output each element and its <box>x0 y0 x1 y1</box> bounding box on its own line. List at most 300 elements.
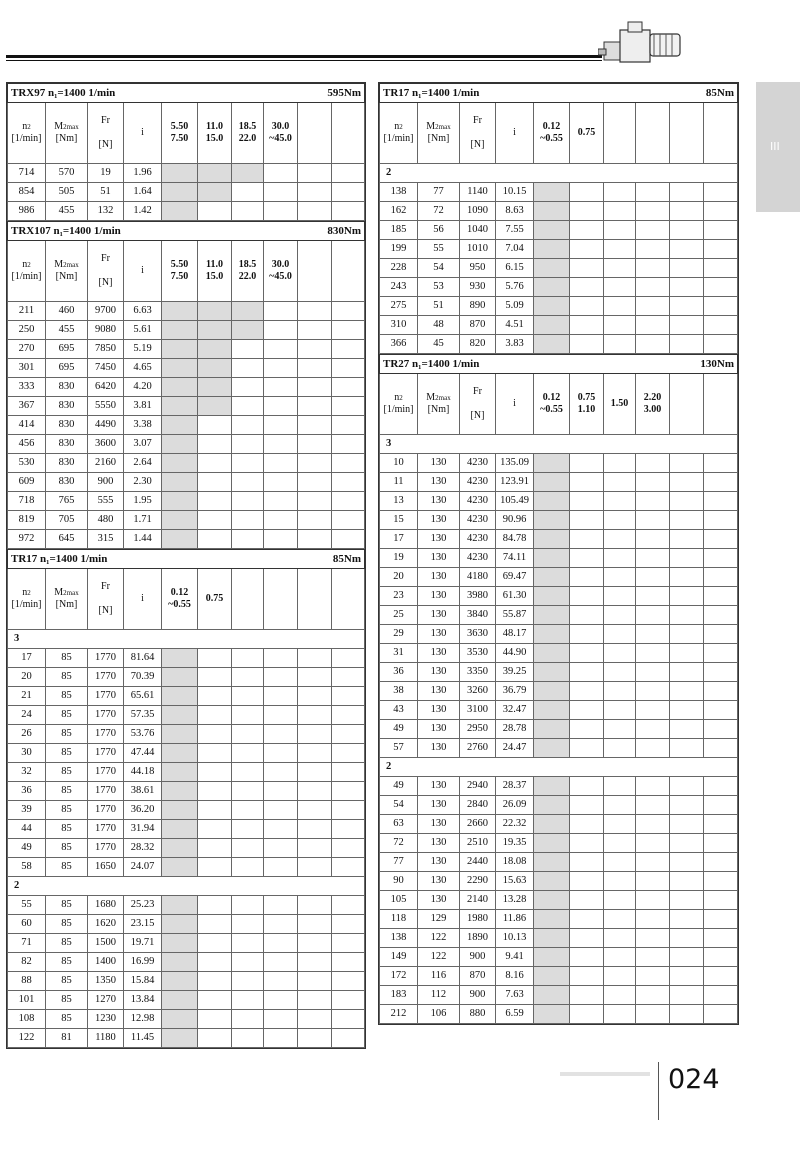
table-row <box>8 1010 365 1029</box>
table-row <box>8 183 365 202</box>
rating-cell <box>232 991 264 1010</box>
rating-cell <box>298 687 332 706</box>
rating-cell <box>332 991 365 1010</box>
rating-cell <box>604 644 636 663</box>
table-cell: 5.76 <box>496 278 534 297</box>
rating-cell <box>704 853 738 872</box>
table-cell: 130 <box>418 606 460 625</box>
rating-cell <box>704 278 738 297</box>
page-number-divider <box>658 1062 659 1120</box>
rating-cell <box>570 910 604 929</box>
rating-cell <box>198 1010 232 1029</box>
table-cell: 105.49 <box>496 492 534 511</box>
rating-cell <box>332 744 365 763</box>
rating-cell <box>534 316 570 335</box>
rating-cell <box>670 259 704 278</box>
table-cell: 24.07 <box>124 858 162 877</box>
rating-cell <box>604 986 636 1005</box>
table-cell: 130 <box>418 530 460 549</box>
table-cell: 6.63 <box>124 302 162 321</box>
table-cell: 129 <box>418 910 460 929</box>
rating-cell <box>332 782 365 801</box>
table-cell: 57 <box>380 739 418 758</box>
rating-cell <box>670 549 704 568</box>
left-panel <box>6 82 366 1049</box>
rating-cell <box>198 454 232 473</box>
rating-cell <box>534 530 570 549</box>
rating-cell <box>162 991 198 1010</box>
table-title-row <box>8 84 365 103</box>
rating-cell <box>570 606 604 625</box>
rating-cell <box>704 796 738 815</box>
rating-cell <box>704 259 738 278</box>
table-cell: 275 <box>380 297 418 316</box>
table-cell: 54 <box>380 796 418 815</box>
table-cell: 3.81 <box>124 397 162 416</box>
rating-cell <box>704 606 738 625</box>
table-row <box>8 687 365 706</box>
rating-cell <box>298 953 332 972</box>
rating-cell <box>264 649 298 668</box>
rating-cell <box>264 953 298 972</box>
rating-cell <box>604 259 636 278</box>
rating-cell <box>670 473 704 492</box>
rating-cell <box>670 834 704 853</box>
table-cell: 70.39 <box>124 668 162 687</box>
rating-cell <box>198 511 232 530</box>
stage-row <box>380 758 738 777</box>
table-cell: 77 <box>380 853 418 872</box>
table-cell: 60 <box>8 915 46 934</box>
rating-cell <box>604 221 636 240</box>
rating-cell <box>232 302 264 321</box>
table-cell: 3.38 <box>124 416 162 435</box>
rating-cell <box>670 240 704 259</box>
rating-cell <box>332 202 365 221</box>
rating-cell <box>604 492 636 511</box>
stage-label: 2 <box>380 164 738 183</box>
table-cell: 48 <box>418 316 460 335</box>
rating-cell <box>570 1005 604 1024</box>
table-cell: 85 <box>46 706 88 725</box>
table-cell: 1620 <box>88 915 124 934</box>
table-cell: 830 <box>46 378 88 397</box>
rating-cell <box>332 725 365 744</box>
table-cell: 85 <box>46 953 88 972</box>
rating-cell <box>198 820 232 839</box>
table-cell: 85 <box>46 668 88 687</box>
table-row <box>8 321 365 340</box>
table-cell: 4180 <box>460 568 496 587</box>
rating-cell <box>636 1005 670 1024</box>
rating-cell <box>534 834 570 853</box>
table-cell: 135.09 <box>496 454 534 473</box>
rating-cell <box>332 397 365 416</box>
column-header: 5.50 7.50 <box>162 241 198 302</box>
table-cell: 900 <box>460 986 496 1005</box>
rating-cell <box>570 948 604 967</box>
table-cell: 4230 <box>460 473 496 492</box>
rating-cell <box>232 668 264 687</box>
rating-cell <box>198 435 232 454</box>
rating-cell <box>570 240 604 259</box>
rating-cell <box>636 606 670 625</box>
rating-cell <box>704 910 738 929</box>
table-cell: 1.96 <box>124 164 162 183</box>
rating-cell <box>534 720 570 739</box>
table-row <box>8 763 365 782</box>
table-cell: 85 <box>46 820 88 839</box>
table-title <box>8 550 365 569</box>
table-cell: 250 <box>8 321 46 340</box>
table-cell: 108 <box>8 1010 46 1029</box>
rating-cell <box>298 202 332 221</box>
rating-cell <box>636 967 670 986</box>
rating-cell <box>198 321 232 340</box>
rating-cell <box>704 720 738 739</box>
rating-cell <box>670 663 704 682</box>
table-cell: 1.71 <box>124 511 162 530</box>
rating-cell <box>332 687 365 706</box>
rating-cell <box>670 853 704 872</box>
table-cell: 830 <box>46 454 88 473</box>
table-cell: 57.35 <box>124 706 162 725</box>
table-cell: 870 <box>460 316 496 335</box>
rating-cell <box>198 782 232 801</box>
table-cell: 1890 <box>460 929 496 948</box>
table-cell: 609 <box>8 473 46 492</box>
rating-cell <box>264 435 298 454</box>
rating-cell <box>704 530 738 549</box>
rating-cell <box>636 335 670 354</box>
table-cell: 53.76 <box>124 725 162 744</box>
stage-row <box>380 435 738 454</box>
table-title-row <box>8 550 365 569</box>
rating-cell <box>232 492 264 511</box>
table-row <box>380 316 738 335</box>
rating-cell <box>534 777 570 796</box>
rating-cell <box>162 649 198 668</box>
table-cell: 22.32 <box>496 815 534 834</box>
rating-cell <box>332 763 365 782</box>
table-title <box>380 355 738 374</box>
table-cell: 54 <box>418 259 460 278</box>
table-row <box>380 986 738 1005</box>
rating-cell <box>570 454 604 473</box>
rating-cell <box>264 687 298 706</box>
table-cell: 28.78 <box>496 720 534 739</box>
table-cell: 1770 <box>88 649 124 668</box>
rating-cell <box>570 682 604 701</box>
rating-cell <box>332 164 365 183</box>
rating-cell <box>704 986 738 1005</box>
table-row <box>8 416 365 435</box>
rating-cell <box>298 397 332 416</box>
table-cell: 130 <box>418 891 460 910</box>
rating-cell <box>264 302 298 321</box>
rating-cell <box>332 183 365 202</box>
table-row <box>380 663 738 682</box>
rating-cell <box>604 240 636 259</box>
rating-cell <box>704 929 738 948</box>
table-row <box>8 820 365 839</box>
table-cell: 7850 <box>88 340 124 359</box>
table-cell: 39 <box>8 801 46 820</box>
table-cell: 1980 <box>460 910 496 929</box>
table-cell: 130 <box>418 701 460 720</box>
table-cell: 1040 <box>460 221 496 240</box>
rating-cell <box>232 397 264 416</box>
rating-cell <box>604 511 636 530</box>
table-cell: 414 <box>8 416 46 435</box>
table-cell: 85 <box>46 858 88 877</box>
column-header <box>604 103 636 164</box>
table-title-text: TRX97 n₁=1400 1/min <box>11 87 116 99</box>
rating-cell <box>198 1029 232 1048</box>
rating-cell <box>704 202 738 221</box>
rating-cell <box>570 183 604 202</box>
column-header: M2max [Nm] <box>46 241 88 302</box>
table-row <box>8 972 365 991</box>
rating-cell <box>198 416 232 435</box>
rating-cell <box>534 625 570 644</box>
rating-cell <box>162 183 198 202</box>
rating-cell <box>670 278 704 297</box>
rating-cell <box>604 739 636 758</box>
table-row <box>8 725 365 744</box>
rating-cell <box>570 663 604 682</box>
table-row <box>8 454 365 473</box>
rating-cell <box>670 1005 704 1024</box>
table-row <box>8 801 365 820</box>
table-cell: 8.16 <box>496 967 534 986</box>
rating-cell <box>332 858 365 877</box>
rating-cell <box>264 454 298 473</box>
rating-cell <box>264 378 298 397</box>
rating-cell <box>636 530 670 549</box>
column-header: 30.0 ~45.0 <box>264 103 298 164</box>
rating-cell <box>670 777 704 796</box>
table-cell: 10.15 <box>496 183 534 202</box>
rating-cell <box>670 297 704 316</box>
rating-cell <box>604 682 636 701</box>
table-cell: 43 <box>380 701 418 720</box>
rating-cell <box>162 321 198 340</box>
table-torque: 85Nm <box>705 87 734 99</box>
rating-cell <box>298 164 332 183</box>
rating-cell <box>570 644 604 663</box>
rating-cell <box>332 416 365 435</box>
rating-cell <box>162 934 198 953</box>
table-cell: 243 <box>380 278 418 297</box>
table-cell: 48.17 <box>496 625 534 644</box>
table-cell: 85 <box>46 972 88 991</box>
rating-cell <box>570 202 604 221</box>
table-row <box>8 511 365 530</box>
rating-cell <box>232 340 264 359</box>
table-cell: 1350 <box>88 972 124 991</box>
rating-cell <box>264 801 298 820</box>
column-header: Fr [N] <box>88 569 124 630</box>
table-cell: 19 <box>380 549 418 568</box>
rating-cell <box>162 820 198 839</box>
table-cell: 1500 <box>88 934 124 953</box>
column-header: Fr [N] <box>460 374 496 435</box>
rating-cell <box>636 739 670 758</box>
rating-cell <box>636 644 670 663</box>
table-row <box>8 473 365 492</box>
rating-cell <box>264 896 298 915</box>
rating-cell <box>232 530 264 549</box>
rating-cell <box>162 473 198 492</box>
rating-cell <box>636 625 670 644</box>
rating-cell <box>604 853 636 872</box>
table-row <box>380 644 738 663</box>
table-cell: 58 <box>8 858 46 877</box>
table-cell: 130 <box>418 834 460 853</box>
table-cell: 130 <box>418 720 460 739</box>
column-header: n2 [1/min] <box>8 569 46 630</box>
rating-cell <box>534 221 570 240</box>
rating-cell <box>534 739 570 758</box>
rating-cell <box>264 511 298 530</box>
table-cell: 38 <box>380 682 418 701</box>
table-cell: 38.61 <box>124 782 162 801</box>
rating-cell <box>670 183 704 202</box>
footer-decoration <box>560 1072 650 1076</box>
rating-cell <box>636 929 670 948</box>
column-header: 0.12 ~0.55 <box>534 374 570 435</box>
table-title <box>8 222 365 241</box>
rating-cell <box>704 967 738 986</box>
table-cell: 138 <box>380 929 418 948</box>
rating-cell <box>332 302 365 321</box>
table-cell: 16.99 <box>124 953 162 972</box>
rating-cell <box>264 530 298 549</box>
table-cell: 830 <box>46 435 88 454</box>
table-cell: 81 <box>46 1029 88 1048</box>
table-cell: 1.64 <box>124 183 162 202</box>
table-cell: 9080 <box>88 321 124 340</box>
table-row <box>380 910 738 929</box>
rating-cell <box>670 891 704 910</box>
rating-cell <box>264 473 298 492</box>
table-row <box>8 492 365 511</box>
rating-cell <box>162 435 198 454</box>
table-row <box>380 967 738 986</box>
rating-cell <box>232 839 264 858</box>
column-header: n2 [1/min] <box>380 103 418 164</box>
rating-cell <box>162 454 198 473</box>
rating-cell <box>198 934 232 953</box>
table-cell: 51 <box>88 183 124 202</box>
table-cell: 130 <box>418 511 460 530</box>
table-cell: 10 <box>380 454 418 473</box>
rating-cell <box>670 682 704 701</box>
table-cell: 130 <box>418 587 460 606</box>
table-cell: 530 <box>8 454 46 473</box>
rating-cell <box>534 701 570 720</box>
rating-cell <box>232 801 264 820</box>
rating-cell <box>232 649 264 668</box>
table-cell: 13.84 <box>124 991 162 1010</box>
rating-cell <box>636 663 670 682</box>
rating-cell <box>232 435 264 454</box>
table-cell: 890 <box>460 297 496 316</box>
table-cell: 130 <box>418 625 460 644</box>
rating-cell <box>604 910 636 929</box>
rating-cell <box>534 948 570 967</box>
rating-cell <box>604 872 636 891</box>
rating-cell <box>198 340 232 359</box>
rating-cell <box>198 378 232 397</box>
table-cell: 85 <box>46 782 88 801</box>
table-row <box>8 953 365 972</box>
rating-cell <box>162 416 198 435</box>
table-row <box>8 530 365 549</box>
rating-cell <box>604 183 636 202</box>
table-cell: 1400 <box>88 953 124 972</box>
rating-cell <box>162 953 198 972</box>
rating-cell <box>198 725 232 744</box>
table-trx107 <box>7 221 365 549</box>
table-cell: 88 <box>8 972 46 991</box>
rating-cell <box>332 801 365 820</box>
table-cell: 122 <box>418 948 460 967</box>
rating-cell <box>604 720 636 739</box>
table-cell: 130 <box>418 796 460 815</box>
rating-cell <box>534 644 570 663</box>
stage-label: 3 <box>380 435 738 454</box>
rating-cell <box>670 739 704 758</box>
table-cell: 6.59 <box>496 1005 534 1024</box>
table-cell: 1770 <box>88 668 124 687</box>
table-cell: 130 <box>418 777 460 796</box>
rating-cell <box>704 682 738 701</box>
rating-cell <box>162 1029 198 1048</box>
table-cell: 9.41 <box>496 948 534 967</box>
table-cell: 9700 <box>88 302 124 321</box>
table-cell: 55 <box>8 896 46 915</box>
table-row <box>380 929 738 948</box>
table-cell: 1770 <box>88 763 124 782</box>
column-header: 0.75 1.10 <box>570 374 604 435</box>
rating-cell <box>570 853 604 872</box>
table-cell: 2290 <box>460 872 496 891</box>
rating-cell <box>604 815 636 834</box>
table-header-row <box>380 103 738 164</box>
column-header: i <box>496 103 534 164</box>
table-cell: 36 <box>8 782 46 801</box>
rating-cell <box>534 910 570 929</box>
table-cell: 456 <box>8 435 46 454</box>
rating-cell <box>670 587 704 606</box>
rating-cell <box>704 625 738 644</box>
table-row <box>380 853 738 872</box>
table-cell: 25.23 <box>124 896 162 915</box>
table-cell: 85 <box>46 1010 88 1029</box>
table-cell: 11 <box>380 473 418 492</box>
rating-cell <box>570 316 604 335</box>
rating-cell <box>704 297 738 316</box>
rating-cell <box>534 986 570 1005</box>
rating-cell <box>670 910 704 929</box>
rating-cell <box>534 297 570 316</box>
table-cell: 3630 <box>460 625 496 644</box>
rating-cell <box>332 378 365 397</box>
rating-cell <box>162 397 198 416</box>
table-cell: 3350 <box>460 663 496 682</box>
